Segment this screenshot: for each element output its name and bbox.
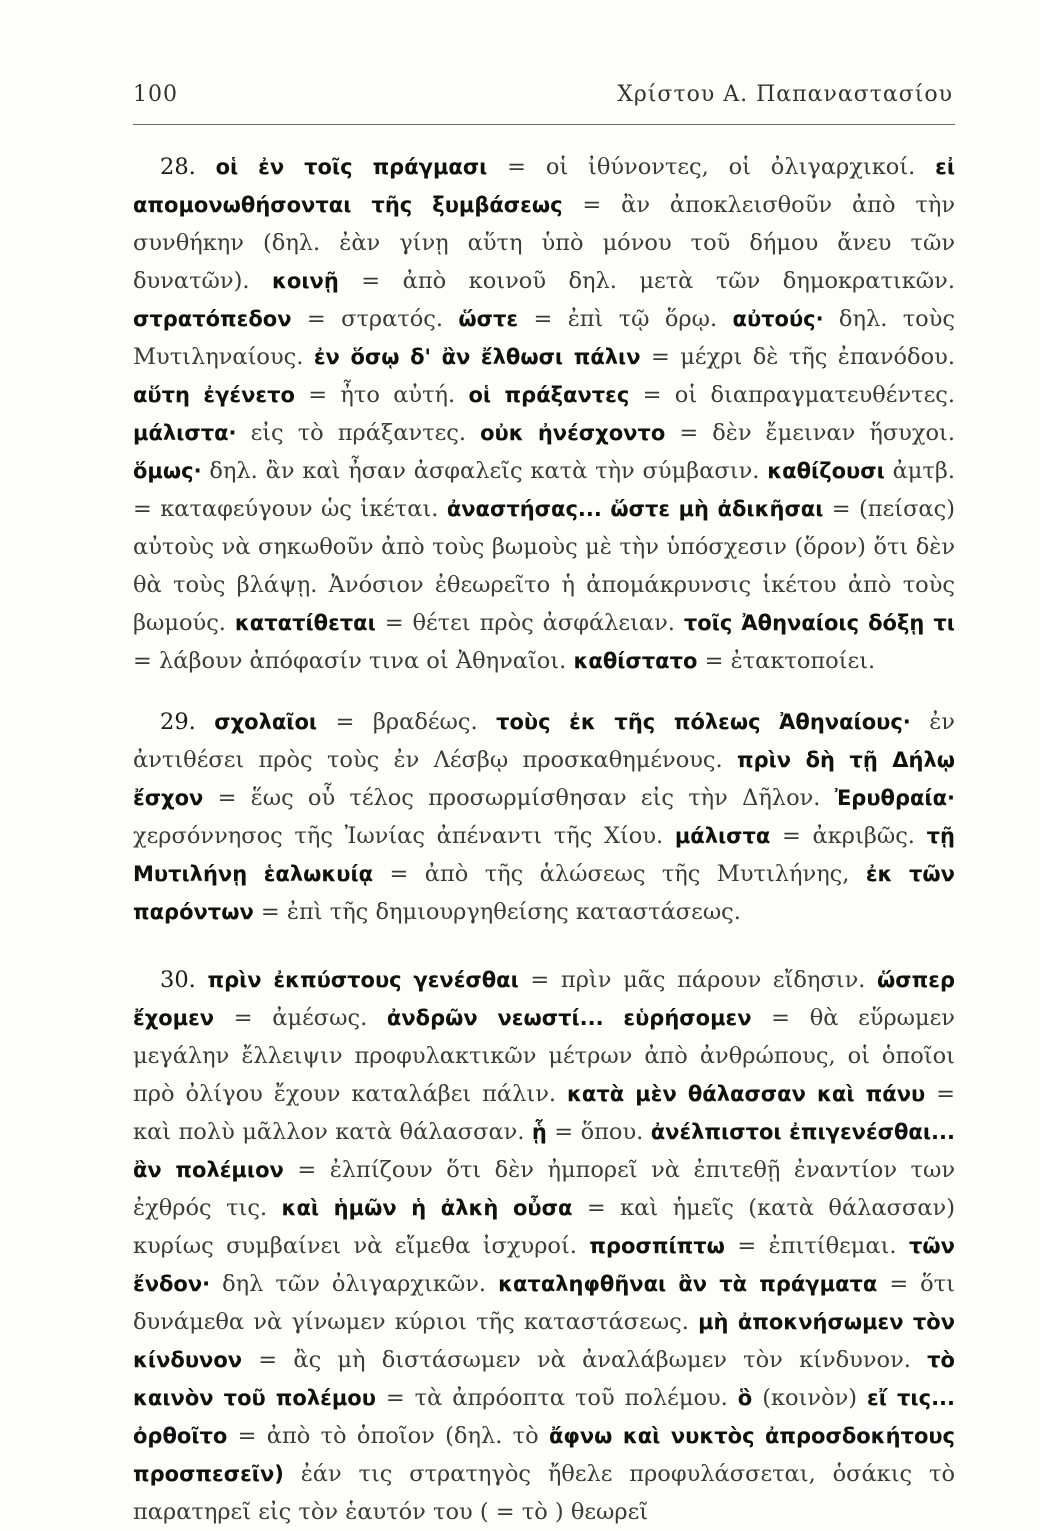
paragraph-29 [133,703,955,931]
gloss: = ὅτι δυνάμεθα νὰ γίνωμεν κύριοι τῆς καταστάσεως. [133,1271,955,1335]
lemma: τοῖς Ἀθηναίοις δόξῃ τι [683,611,955,635]
lemma: στρατόπεδον [133,307,292,331]
gloss: χερσόννησος τῆς Ἰωνίας ἀπέναντι τῆς Χίου. [133,823,675,849]
gloss: = ἦτο αὐτή. [294,382,469,408]
running-head: Χρίστου Α. Παπαναστασίου [617,82,953,107]
commentary-body [133,148,955,1531]
lemma: τῇ Μυτιλήνῃ ἑαλωκυίᾳ [133,824,955,886]
lemma: ὅμως· [133,459,202,483]
header-rule [133,124,955,125]
gloss: = καὶ ἡμεῖς (κατὰ θάλασσαν) κυρίως συμβαίνει νὰ εἴμεθα ἰσχυροί. [133,1195,955,1259]
lemma: αὐτούς· [732,307,824,331]
gloss: εἰς τὸ πράξαντες. [236,420,481,446]
lemma: ὥσπερ ἔχομεν [133,968,955,1030]
lemma: κατατίθεται [234,611,376,635]
page-number: 100 [133,82,178,107]
paragraph-number: 30. [160,967,196,993]
gloss: (κοινὸν) [752,1385,868,1411]
lemma: ἀναστήσας... ὥστε μὴ ἀδικῆσαι [446,497,824,521]
gloss: = ἐπὶ τῷ ὅρῳ. [518,306,733,332]
lemma: καὶ ἡμῶν ἡ ἀλκὴ οὖσα [281,1196,573,1220]
gloss: = ἐτακτοποίει. [697,648,876,674]
lemma: ἄφνω καὶ νυκτὸς ἀπροσδοκήτους προσπεσεῖν) [133,1424,956,1486]
lemma: τὸ καινὸν τοῦ πολέμου [133,1348,955,1410]
lemma: πρὶν ἐκπύστους γενέσθαι [207,968,519,992]
lemma: κοινῇ [272,269,339,293]
lemma: τῶν ἔνδον· [133,1234,955,1296]
gloss: = θὰ εὕρωμεν μεγάλην ἔλλειψιν προφυλακτικῶν μέτρων ἀπὸ ἀνθρώπους, οἱ ὁποῖοι πρὸ ὀλίγου ἔχουν καταλάβει πάλιν. [133,1005,955,1107]
lemma: ἐκ τῶν παρόντων [133,862,955,924]
gloss: = ἀπὸ κοινοῦ δηλ. μετὰ τῶν δημοκρατικῶν. [338,268,955,294]
gloss: = ἀπὸ τῆς ἁλώσεως τῆς Μυτιλήνης, [373,861,866,887]
paragraph-30 [133,961,955,1531]
gloss: = μέχρι δὲ τῆς ἐπανόδου. [640,344,955,370]
lemma: Ἐρυθραία· [834,786,955,810]
gloss: ἐν ἀντιθέσει πρὸς τοὺς ἐν Λέσβῳ προσκαθημένους. [133,709,955,773]
gloss: = ἐλπίζουν ὅτι δὲν ἠμπορεῖ νὰ ἐπιτεθῇ ἐναντίον των ἐχθρός τις. [133,1157,955,1221]
lemma: ὃ [737,1386,753,1410]
gloss: δηλ τῶν ὀλιγαρχικῶν. [210,1271,499,1297]
gloss: = θέτει πρὸς ἀσφάλειαν. [375,610,684,636]
paragraph-28 [133,148,955,680]
gloss: ἐάν τις στρατηγὸς ἤθελε προφυλάσσεται, ὁσάκις τὸ παρατηρεῖ εἰς τὸν ἑαυτόν του ( = τὸ ) θεωρεῖ [133,1461,955,1525]
lemma: οἱ ἐν τοῖς πράγμασι [215,155,488,179]
gloss: ἀμτβ. = καταφεύγουν ὡς ἱκέται. [133,458,956,522]
lemma: μὴ ἀποκνήσωμεν τὸν κίνδυνον [133,1310,955,1372]
lemma: τοὺς ἐκ τῆς πόλεως Ἀθηναίους· [496,710,911,734]
lemma: ᾗ [531,1120,547,1144]
gloss: = οἱ διαπραγματευθέντες. [629,382,956,408]
lemma: πρὶν δὴ τῇ Δήλῳ ἔσχον [133,748,955,810]
lemma: ὥστε [458,307,519,331]
gloss: = ἀκριβῶς. [770,823,927,849]
gloss: = λάβουν ἀπόφασίν τινα οἱ Ἀθηναῖοι. [133,648,574,674]
paragraph-number: 28. [160,154,196,180]
gloss: = (πείσας) αὐτοὺς νὰ σηκωθοῦν ἀπὸ τοὺς βωμοὺς μὲ τὴν ὑπόσχεσιν (ὅρον) ὅτι δὲν θὰ τοὺς βλάψῃ. Ἀνόσιον ἐθεωρεῖτο ἡ ἀπομάκρυνσις ἱκέτου ἀπὸ τοὺς βωμούς. [133,496,956,636]
lemma: εἰ απομονωθήσονται τῆς ξυμβάσεως [133,155,955,217]
gloss: = ἂν ἀποκλεισθοῦν ἀπὸ τὴν συνθήκην (δηλ. ἐὰν γίνῃ αὕτη ὑπὸ μόνου τοῦ δήμου ἄνευ τῶν δυνατῶν). [133,192,955,294]
paragraph-number: 29. [160,709,196,735]
gloss: δηλ. ἂν καὶ ἦσαν ἀσφαλεῖς κατὰ τὴν σύμβασιν. [201,458,768,484]
gloss: = ἕως οὗ τέλος προσωρμίσθησαν εἰς τὴν Δῆλον. [203,785,835,811]
lemma: μάλιστα [674,824,771,848]
lemma: προσπίπτω [589,1234,725,1258]
lemma: οἱ πράξαντες [468,383,630,407]
gloss: = δὲν ἔμειναν ἥσυχοι. [665,420,956,446]
gloss: = ἐπιτίθεμαι. [724,1233,910,1259]
lemma: καταληφθῆναι ἂν τὰ πράγματα [498,1272,878,1296]
gloss: = βραδέως. [317,709,497,735]
lemma: καθίζουσι [767,459,885,483]
gloss: = ἀπὸ τὸ ὁποῖον (δηλ. τὸ [227,1423,549,1449]
lemma: ἀνδρῶν νεωστί... εὑρήσομεν [386,1006,752,1030]
lemma: κατὰ μὲν θάλασσαν καὶ πάνυ [567,1082,926,1106]
lemma: ἐν ὅσῳ δ' ἂν ἔλθωσι πάλιν [313,345,641,369]
lemma: καθίστατο [573,649,698,673]
lemma: οὐκ ἠνέσχοντο [480,421,666,445]
gloss: = τὰ ἀπρόοπτα τοῦ πολέμου. [375,1385,738,1411]
gloss: = ὅπου. [546,1119,651,1145]
lemma: μάλιστα· [133,421,237,445]
gloss: δηλ. τοὺς Μυτιληναίους. [133,306,955,370]
gloss: = ἀμέσως. [214,1005,387,1031]
gloss: = καὶ πολὺ μᾶλλον κατὰ θάλασσαν. [133,1081,956,1145]
lemma: εἴ τις... ὀρθοῖτο [133,1386,956,1448]
lemma: αὕτη ἐγένετο [133,383,295,407]
lemma: ἀνέλπιστοι ἐπιγενέσθαι... ἂν πολέμιον [133,1120,955,1182]
gloss: = ἂς μὴ διστάσωμεν νὰ ἀναλάβωμεν τὸν κίνδυνον. [242,1347,928,1373]
gloss: = οἱ ἰθύνοντες, οἱ ὀλιγαρχικοί. [487,154,936,180]
lemma: σχολαῖοι [214,710,318,734]
gloss: = στρατός. [291,306,459,332]
gloss: = πρὶν μᾶς πάρουν εἴδησιν. [518,967,878,993]
gloss: = ἐπὶ τῆς δημιουργηθείσης καταστάσεως. [253,899,741,925]
